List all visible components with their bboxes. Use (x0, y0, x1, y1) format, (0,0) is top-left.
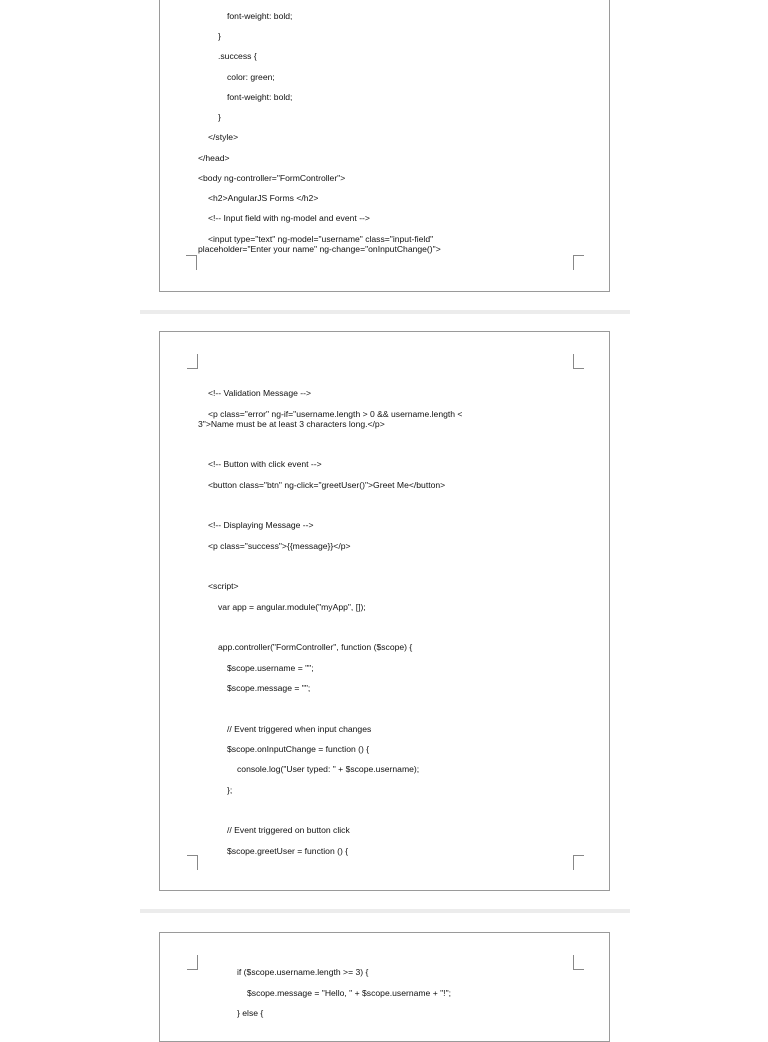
crop-mark-bottom-left (187, 855, 198, 870)
page-separator (140, 909, 630, 913)
code-line: </head> (198, 153, 230, 163)
code-line: $scope.message = ""; (227, 683, 311, 693)
code-line: $scope.message = "Hello, " + $scope.username + "!"; (247, 988, 452, 998)
code-line: <input type="text" ng-model="username" class="input-field" (208, 234, 434, 244)
code-line: <p class="error" ng-if="username.length > 0 && username.length < (208, 409, 463, 419)
code-line: $scope.onInputChange = function () { (227, 744, 370, 754)
code-line: <button class="btn" ng-click="greetUser()">Greet Me</button> (208, 480, 446, 490)
document-page-3 (159, 932, 610, 1042)
code-line: if ($scope.username.length >= 3) { (237, 967, 369, 977)
code-line: .success { (218, 51, 257, 61)
code-line: <body ng-controller="FormController"> (198, 173, 346, 183)
code-line: $scope.greetUser = function () { (227, 846, 349, 856)
code-line: color: green; (227, 72, 275, 82)
page-separator (140, 310, 630, 314)
code-line: // Event triggered on button click (227, 825, 350, 835)
code-line: var app = angular.module("myApp", []); (218, 602, 366, 612)
code-line: } (218, 31, 221, 41)
code-line: $scope.username = ""; (227, 663, 314, 673)
document-page-2 (159, 331, 610, 891)
code-line: font-weight: bold; (227, 92, 293, 102)
code-line: <!-- Button with click event --> (208, 459, 322, 469)
code-line: placeholder="Enter your name" ng-change="onInputChange()"> (198, 244, 441, 254)
code-line: } else { (237, 1008, 264, 1018)
code-line: <!-- Validation Message --> (208, 388, 312, 398)
code-line: }; (227, 785, 233, 795)
crop-mark-top-left (187, 955, 198, 970)
code-line: 3">Name must be at least 3 characters long.</p> (198, 419, 385, 429)
code-line: app.controller("FormController", function ($scope) { (218, 642, 413, 652)
code-line: <!-- Input field with ng-model and event --> (208, 213, 370, 223)
code-line: font-weight: bold; (227, 11, 293, 21)
crop-mark-top-right (573, 955, 584, 970)
code-line: <h2>AngularJS Forms </h2> (208, 193, 319, 203)
crop-mark-top-left (187, 354, 198, 369)
code-line: console.log("User typed: " + $scope.username); (237, 764, 420, 774)
crop-mark-bottom-right (573, 255, 584, 270)
code-line: <script> (208, 581, 239, 591)
document-page-1 (159, 0, 610, 292)
code-line: <!-- Displaying Message --> (208, 520, 314, 530)
code-line: <p class="success">{{message}}</p> (208, 541, 351, 551)
crop-mark-top-right (573, 354, 584, 369)
crop-mark-bottom-right (573, 855, 584, 870)
code-line: </style> (208, 132, 239, 142)
code-line: // Event triggered when input changes (227, 724, 372, 734)
crop-mark-bottom-left (186, 255, 197, 270)
code-line: } (218, 112, 221, 122)
